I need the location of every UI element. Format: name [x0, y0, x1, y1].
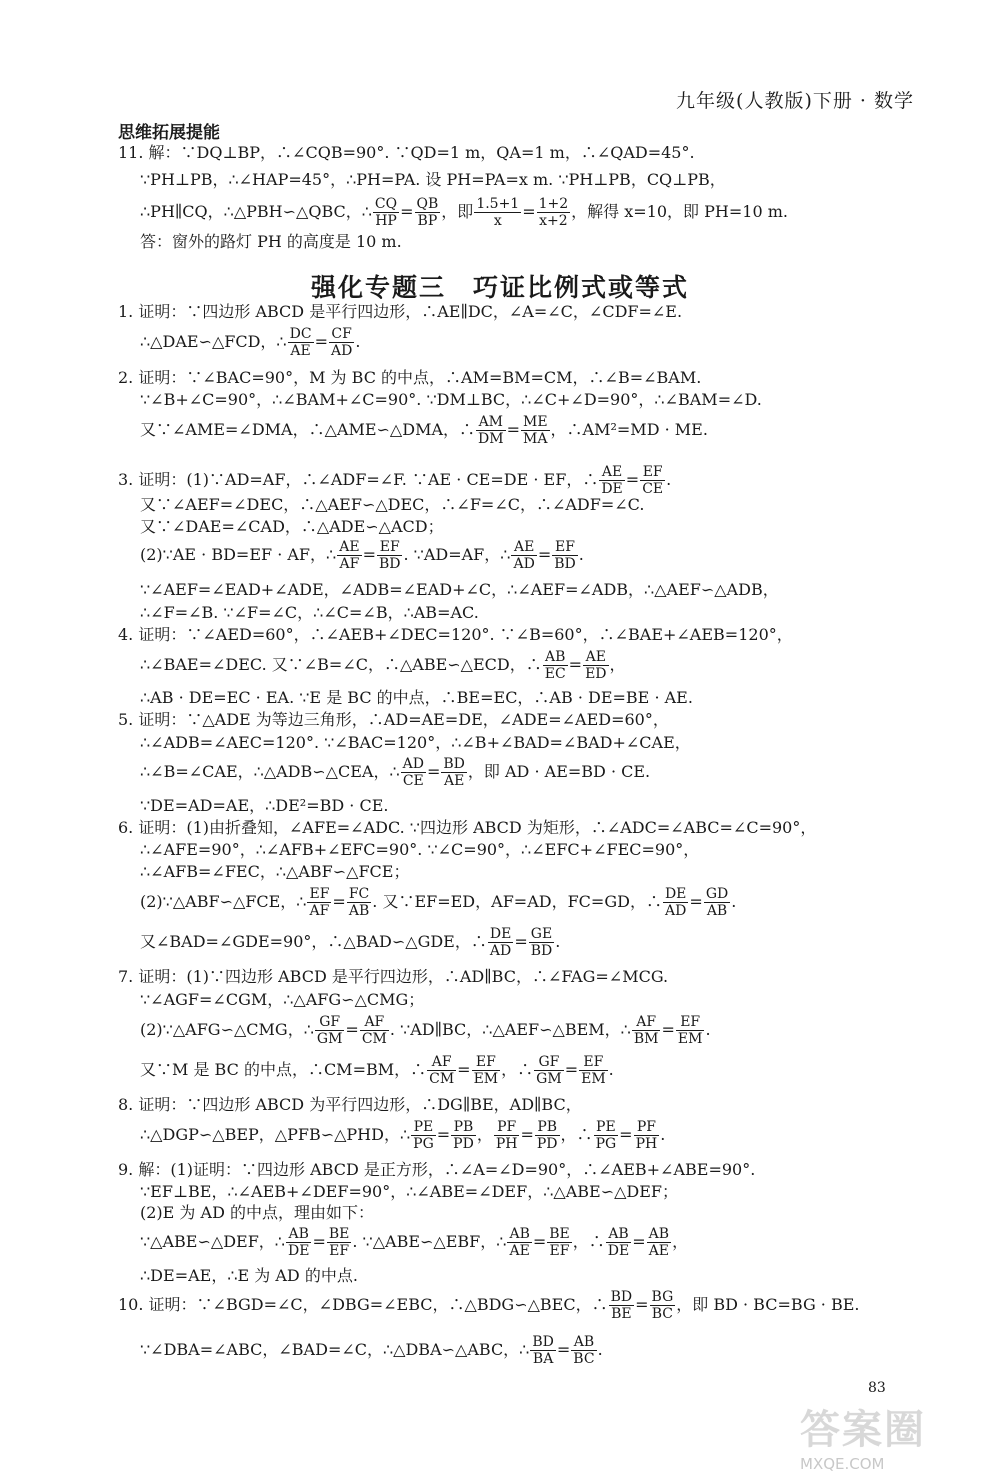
fraction-numerator: BG	[651, 1289, 674, 1305]
text-segment: =	[625, 470, 640, 489]
fraction	[441, 756, 467, 789]
fraction-denominator: HP	[375, 213, 397, 229]
fraction-numerator: ME	[522, 414, 548, 430]
text-segment: . 又∵EF=ED，AF=AD，FC=GD，∴	[372, 892, 662, 911]
fraction-denominator: BP	[417, 213, 438, 229]
text-segment: =	[619, 1125, 633, 1144]
fraction	[511, 539, 536, 572]
text-segment: =	[312, 1232, 326, 1251]
fraction-numerator: DE	[664, 886, 687, 902]
fraction-numerator: QB	[416, 196, 439, 212]
text-segment: ，解得 x=10，即 PH=10 m.	[571, 202, 788, 221]
fraction-denominator: PD	[453, 1136, 474, 1152]
text-segment: =	[345, 1020, 359, 1039]
page-number: 83	[868, 1380, 886, 1396]
fraction	[579, 1054, 608, 1087]
fraction-numerator: DC	[289, 326, 312, 342]
fraction	[530, 1334, 556, 1367]
fraction	[476, 414, 506, 447]
text-line	[140, 1203, 374, 1223]
fraction	[507, 1226, 531, 1259]
text-segment: 10. 证明：∵∠BGD=∠C，∠DBG=∠EBC，∴△BDG∽△BEC，∴	[118, 1295, 608, 1314]
text-segment: ∴AB · DE=EC · EA. ∵E 是 BC 的中点，∴BE=EC，∴AB · DE=BE · AE.	[140, 688, 693, 707]
text-segment: ∵PH⊥PB，∴∠HAP=45°，∴PH=PA. 设 PH=PA=x m. ∵PH⊥PB，CQ⊥PB，	[140, 170, 726, 189]
text-segment: =	[362, 545, 376, 564]
fraction	[552, 539, 578, 572]
text-line	[118, 302, 682, 322]
text-line	[140, 990, 424, 1010]
fraction	[488, 926, 513, 959]
fraction-denominator: CM	[361, 1031, 387, 1047]
fraction-numerator: FC	[348, 886, 370, 902]
text-segment: 7. 证明：(1)∵四边形 ABCD 是平行四边形，∴AD∥BC，∴∠FAG=∠MCG.	[118, 967, 669, 986]
fraction-numerator: EF	[676, 1014, 705, 1031]
fraction	[606, 1226, 631, 1259]
text-segment: =	[568, 655, 583, 674]
fraction-numerator: BE	[328, 1226, 350, 1242]
text-segment: (2)∵△AFG∽△CMG，∴	[140, 1020, 314, 1039]
fraction-denominator: AD	[665, 903, 687, 919]
watermark-mark: 答案圈	[800, 1407, 926, 1453]
fraction-denominator: BA	[532, 1351, 554, 1367]
text-segment: 3. 证明：(1)∵AD=AF，∴∠ADF=∠F. ∵AE · CE=DE · EF，∴	[118, 470, 599, 489]
fraction-denominator: AD	[513, 556, 535, 572]
fraction	[599, 464, 624, 497]
text-line	[140, 733, 691, 753]
text-segment: ∵∠AEF=∠EAD+∠ADE，∠ADB=∠EAD+∠C，∴∠AEF=∠ADB，∴△AEF∽△ADB，	[140, 580, 779, 599]
text-line	[140, 1050, 614, 1090]
text-segment: .	[608, 1060, 614, 1079]
fraction-numerator: AD	[402, 756, 424, 772]
fraction	[534, 1054, 564, 1087]
text-line	[140, 1222, 688, 1262]
fraction-numerator: CF	[329, 326, 354, 343]
text-segment: .	[578, 545, 584, 564]
text-segment: ∴△DAE∽△FCD，∴	[140, 332, 287, 351]
text-segment: (2)∵△ABF∽△FCE，∴	[140, 892, 307, 911]
text-segment: ∴∠AFB=∠FEC，∴△ABF∽△FCE；	[140, 862, 410, 881]
fraction-numerator: PE	[594, 1119, 619, 1136]
text-segment: ∵EF⊥BE，∴∠AEB+∠DEF=90°，∴∠ABE=∠DEF，∴△ABE∽△DEF；	[140, 1182, 679, 1201]
fraction	[543, 649, 568, 682]
fraction	[337, 539, 361, 572]
text-line	[118, 143, 695, 163]
fraction-denominator: MA	[523, 431, 548, 447]
fraction-denominator: EF	[329, 1243, 350, 1259]
fraction	[609, 1289, 635, 1322]
fraction-numerator: EF	[579, 1054, 608, 1071]
fraction	[594, 1119, 619, 1152]
text-segment: ，	[672, 1232, 689, 1251]
fraction-numerator: GF	[315, 1014, 345, 1031]
text-segment: =	[506, 420, 520, 439]
fraction	[327, 1226, 352, 1259]
fraction-denominator: CE	[642, 481, 664, 497]
text-line	[140, 840, 699, 860]
text-line	[140, 192, 788, 232]
fraction-numerator: DE	[489, 926, 512, 942]
text-segment: ∵△ABE∽△DEF，∴	[140, 1232, 285, 1251]
text-segment: ∴∠F=∠B. ∵∠F=∠C，∴∠C=∠B，∴AB=AC.	[140, 603, 479, 622]
fraction-denominator: AE	[290, 343, 311, 359]
text-segment: ∴∠ADB=∠AEC=120°. ∵∠BAC=120°，∴∠B+∠BAD=∠BAD+∠CAE，	[140, 733, 691, 752]
text-line	[140, 796, 388, 816]
text-line	[140, 922, 560, 962]
fraction	[535, 1119, 560, 1152]
fraction-numerator: PF	[634, 1119, 660, 1136]
text-segment: ，∴	[572, 1232, 605, 1251]
text-segment: ∵∠B+∠C=90°，∴∠BAM+∠C=90°. ∵DM⊥BC，∴∠C+∠D=90°，∴∠BAM=∠D.	[140, 390, 762, 409]
fraction-numerator: AF	[632, 1014, 661, 1031]
text-segment: (2)E 为 AD 的中点，理由如下：	[140, 1203, 374, 1222]
text-segment: =	[436, 1125, 451, 1144]
text-segment: =	[426, 762, 441, 781]
text-segment: 9. 解：(1)证明：∵四边形 ABCD 是正方形，∴∠A=∠D=90°，∴∠AEB+∠ABE=90°.	[118, 1160, 756, 1179]
fraction-denominator: AB	[348, 903, 370, 919]
fraction-numerator: 1+2	[538, 196, 569, 212]
fraction-denominator: PG	[413, 1136, 434, 1152]
fraction	[329, 326, 354, 359]
text-segment: 又∵∠DAE=∠CAD，∴△ADE∽△ACD；	[140, 517, 444, 536]
fraction	[360, 1014, 389, 1047]
text-segment: 1. 证明：∵四边形 ABCD 是平行四边形，∴AE∥DC，∠A=∠C，∠CDF=∠E.	[118, 302, 683, 321]
text-segment: =	[522, 202, 536, 221]
fraction-denominator: AB	[706, 903, 728, 919]
text-line	[140, 1010, 711, 1050]
text-segment: ∴△DGP∽△BEP，△PFB∽△PHD，∴	[140, 1125, 411, 1144]
text-segment: =	[635, 1295, 649, 1314]
fraction-denominator: EM	[677, 1031, 703, 1047]
text-segment: 2. 证明：∵∠BAC=90°，M 为 BC 的中点，∴AM=BM=CM，∴∠B=∠BAM.	[118, 368, 702, 387]
fraction-numerator: EF	[472, 1054, 501, 1071]
text-line	[118, 1160, 755, 1180]
fraction-numerator: AB	[543, 649, 568, 666]
text-segment: ，	[609, 655, 626, 674]
text-line	[140, 752, 650, 792]
fraction-denominator: AD	[489, 943, 512, 959]
text-segment: ∴∠B=∠CAE，∴△ADB∽△CEA，∴	[140, 762, 400, 781]
fraction-denominator: x+2	[539, 213, 568, 229]
fraction-numerator: GF	[534, 1054, 564, 1071]
fraction	[373, 196, 399, 229]
fraction-numerator: AB	[648, 1226, 670, 1242]
text-segment: .	[666, 470, 672, 489]
text-line	[140, 862, 409, 882]
fraction-denominator: DE	[287, 1243, 310, 1259]
text-segment: =	[632, 1232, 646, 1251]
fraction-numerator: BD	[532, 1334, 554, 1350]
fraction-numerator: GD	[705, 886, 729, 902]
fraction-numerator: BD	[443, 756, 465, 772]
text-segment: ，∴	[560, 1125, 593, 1144]
text-segment: . ∵△ABE∽△EBF，∴	[352, 1232, 507, 1251]
fraction	[415, 196, 441, 229]
text-line	[140, 882, 736, 922]
text-segment: =	[661, 1020, 675, 1039]
fraction-denominator: AE	[443, 773, 465, 789]
fraction-denominator: AE	[509, 1243, 530, 1259]
fraction-denominator: BC	[651, 1306, 674, 1322]
fraction	[472, 1054, 501, 1087]
text-line	[140, 688, 693, 708]
fraction	[427, 1054, 456, 1087]
fraction-denominator: BD	[378, 556, 401, 572]
text-segment: 11. 解：∵DQ⊥BP，∴∠CQB=90°. ∵QD=1 m，QA=1 m，∴∠QAD=45°.	[118, 143, 695, 162]
fraction	[288, 326, 314, 359]
text-line	[140, 170, 726, 190]
fraction-numerator: CQ	[374, 196, 398, 212]
fraction-numerator: AB	[606, 1226, 631, 1243]
fraction-denominator: BD	[554, 556, 576, 572]
text-segment: .	[705, 1020, 711, 1039]
fraction-denominator: AF	[339, 556, 360, 572]
fraction	[537, 196, 571, 229]
page-header: 九年级(人教版)下册 · 数学	[676, 90, 914, 112]
text-segment: ∵∠AGF=∠CGM，∴△AFG∽△CMG；	[140, 990, 425, 1009]
fraction-denominator: DM	[478, 431, 504, 447]
text-segment: (2)∵AE · BD=EF · AF，∴	[140, 545, 337, 564]
fraction-numerator: AE	[583, 649, 608, 666]
text-segment: ，即 AD · AE=BD · CE.	[467, 762, 651, 781]
fraction	[347, 886, 371, 919]
fraction	[377, 539, 403, 572]
fraction	[494, 1119, 520, 1152]
text-segment: 4. 证明：∵∠AED=60°，∴∠AEB+∠DEC=120°. ∵∠B=60°，∴∠BAE+∠AEB=120°，	[118, 625, 793, 644]
fraction-denominator: EM	[581, 1071, 606, 1087]
fraction	[663, 886, 688, 919]
fraction-numerator: AM	[476, 414, 506, 431]
text-segment: ∵∠DBA=∠ABC，∠BAD=∠C，∴△DBA∽△ABC，∴	[140, 1340, 530, 1359]
fraction-denominator: AE	[648, 1243, 670, 1259]
text-segment: .	[597, 1340, 603, 1359]
fraction-numerator: EF	[552, 539, 578, 556]
text-line	[140, 517, 444, 537]
fraction-numerator: PB	[535, 1119, 560, 1136]
fraction-denominator: BM	[633, 1031, 659, 1047]
fraction-numerator: AE	[339, 539, 360, 555]
fraction-denominator: BE	[611, 1306, 632, 1322]
fraction	[547, 1226, 572, 1259]
text-segment: =	[537, 545, 552, 564]
text-segment: ∴PH∥CQ，∴△PBH∽△QBC，∴	[140, 202, 372, 221]
text-segment: 又∵∠AEF=∠DEC，∴△AEF∽△DEC，∴∠F=∠C，∴∠ADF=∠C.	[140, 495, 645, 514]
text-line	[140, 232, 402, 252]
text-segment: =	[689, 892, 703, 911]
text-segment: 6. 证明：(1)由折叠知，∠AFE=∠ADC. ∵四边形 ABCD 为矩形，∴∠ADC=∠ABC=∠C=90°，	[118, 818, 817, 837]
text-segment: 又∠BAD=∠GDE=90°，∴△BAD∽△GDE，∴	[140, 932, 487, 951]
fraction-numerator: BD	[610, 1289, 633, 1305]
fraction-numerator: AB	[286, 1226, 311, 1243]
text-line	[118, 1095, 582, 1115]
fraction-denominator: EC	[544, 666, 566, 682]
fraction-numerator: AF	[360, 1014, 389, 1031]
text-segment: .	[660, 1125, 666, 1144]
text-segment: .	[731, 892, 737, 911]
fraction-denominator: GM	[316, 1031, 343, 1047]
fraction-denominator: PH	[495, 1136, 518, 1152]
text-line	[140, 410, 708, 450]
fraction	[529, 926, 555, 959]
text-line	[118, 710, 669, 730]
fraction-numerator: GE	[529, 926, 555, 943]
fraction	[401, 756, 426, 789]
text-line	[118, 967, 668, 987]
fraction-denominator: EM	[473, 1071, 499, 1087]
fraction	[634, 1119, 660, 1152]
fraction-denominator: x	[493, 213, 502, 229]
topic-title: 强化专题三 巧证比例式或等式	[310, 273, 689, 302]
text-line	[140, 1115, 665, 1155]
text-segment: =	[520, 1125, 534, 1144]
text-segment: 8. 证明：∵四边形 ABCD 为平行四边形，∴DG∥BE，AD∥BC，	[118, 1095, 582, 1114]
fraction-denominator: DE	[601, 481, 623, 497]
fraction-numerator: PB	[451, 1119, 476, 1136]
fraction-denominator: CM	[429, 1071, 455, 1087]
fraction-numerator: EF	[309, 886, 330, 902]
fraction	[286, 1226, 311, 1259]
text-segment: =	[457, 1060, 471, 1079]
text-segment: ，∴	[501, 1060, 534, 1079]
fraction-numerator: PE	[411, 1119, 436, 1136]
text-segment: =	[332, 892, 346, 911]
text-segment: 5. 证明：∵△ADE 为等边三角形，∴AD=AE=DE，∠ADE=∠AED=60°，	[118, 710, 669, 729]
text-segment: 又∵∠AME=∠DMA，∴△AME∽△DMA，∴	[140, 420, 476, 439]
text-segment: . ∵AD∥BC，∴△AEF∽△BEM，∴	[389, 1020, 631, 1039]
fraction-denominator: PG	[595, 1136, 617, 1152]
watermark-logo	[800, 1398, 960, 1473]
text-segment: . ∵AD=AF，∴	[403, 545, 511, 564]
text-line	[140, 603, 479, 623]
text-segment: =	[532, 1232, 547, 1251]
section-label: 思维拓展提能	[118, 123, 220, 143]
fraction-denominator: PH	[635, 1136, 658, 1152]
text-segment: ，∴AM²=MD · ME.	[550, 420, 708, 439]
fraction-denominator: BD	[530, 943, 553, 959]
text-line	[140, 322, 360, 362]
fraction	[315, 1014, 345, 1047]
text-segment: ，即 BD · BC=BG · BE.	[676, 1295, 860, 1314]
text-line	[140, 580, 779, 600]
fraction	[571, 1334, 596, 1367]
fraction-numerator: BE	[549, 1226, 570, 1242]
fraction-denominator: AD	[330, 343, 353, 359]
text-segment: .	[355, 332, 361, 351]
fraction-numerator: AE	[511, 539, 536, 556]
text-line	[118, 818, 816, 838]
fraction	[704, 886, 730, 919]
fraction	[451, 1119, 476, 1152]
fraction-denominator: AF	[309, 903, 330, 919]
text-line	[140, 390, 762, 410]
text-segment: ，即	[441, 202, 474, 221]
text-segment: 答：窗外的路灯 PH 的高度是 10 m.	[140, 232, 402, 251]
fraction-numerator: EF	[377, 539, 403, 556]
text-segment: ，	[476, 1125, 493, 1144]
text-line	[140, 1182, 678, 1202]
text-segment: =	[514, 932, 528, 951]
fraction-denominator: CE	[402, 773, 424, 789]
text-line	[118, 625, 793, 645]
fraction	[676, 1014, 705, 1047]
text-line	[140, 535, 584, 575]
text-segment: .	[555, 932, 561, 951]
fraction	[474, 196, 521, 229]
fraction	[411, 1119, 436, 1152]
text-line	[140, 495, 644, 515]
fraction	[583, 649, 608, 682]
text-line	[140, 1266, 358, 1286]
fraction-denominator: BC	[573, 1351, 595, 1367]
fraction-numerator: AB	[571, 1334, 596, 1351]
fraction-numerator: AB	[509, 1226, 530, 1242]
text-segment: =	[400, 202, 414, 221]
text-line	[140, 645, 626, 685]
fraction	[307, 886, 331, 919]
text-line	[118, 368, 701, 388]
fraction-denominator: GM	[536, 1071, 562, 1087]
fraction-numerator: PF	[494, 1119, 520, 1136]
fraction-denominator: EF	[549, 1243, 570, 1259]
fraction	[632, 1014, 661, 1047]
fraction	[650, 1289, 676, 1322]
text-segment: =	[314, 332, 328, 351]
text-line	[118, 460, 671, 500]
fraction-denominator: PD	[536, 1136, 558, 1152]
text-segment: ∴DE=AE，∴E 为 AD 的中点.	[140, 1266, 358, 1285]
text-segment: ∵DE=AD=AE，∴DE²=BD · CE.	[140, 796, 389, 815]
fraction	[640, 464, 665, 497]
text-segment: =	[564, 1060, 579, 1079]
fraction-denominator: DE	[607, 1243, 630, 1259]
text-segment: ∴∠BAE=∠DEC. 又∵∠B=∠C，∴△ABE∽△ECD，∴	[140, 655, 542, 674]
text-line	[140, 1330, 603, 1370]
watermark-url: MXQE.COM	[800, 1455, 885, 1473]
fraction-numerator: 1.5+1	[476, 196, 520, 212]
fraction	[521, 414, 550, 447]
text-line	[118, 1285, 860, 1325]
fraction	[647, 1226, 671, 1259]
text-segment: ∴∠AFE=90°，∴∠AFB+∠EFC=90°. ∵∠C=90°，∴∠EFC+∠FEC=90°，	[140, 840, 700, 859]
fraction-numerator: EF	[640, 464, 665, 481]
fraction-numerator: AF	[427, 1054, 456, 1071]
text-segment: 又∵M 是 BC 的中点，∴CM=BM，∴	[140, 1060, 427, 1079]
text-segment: =	[556, 1340, 571, 1359]
fraction-denominator: ED	[585, 666, 607, 682]
fraction-numerator: AE	[599, 464, 624, 481]
